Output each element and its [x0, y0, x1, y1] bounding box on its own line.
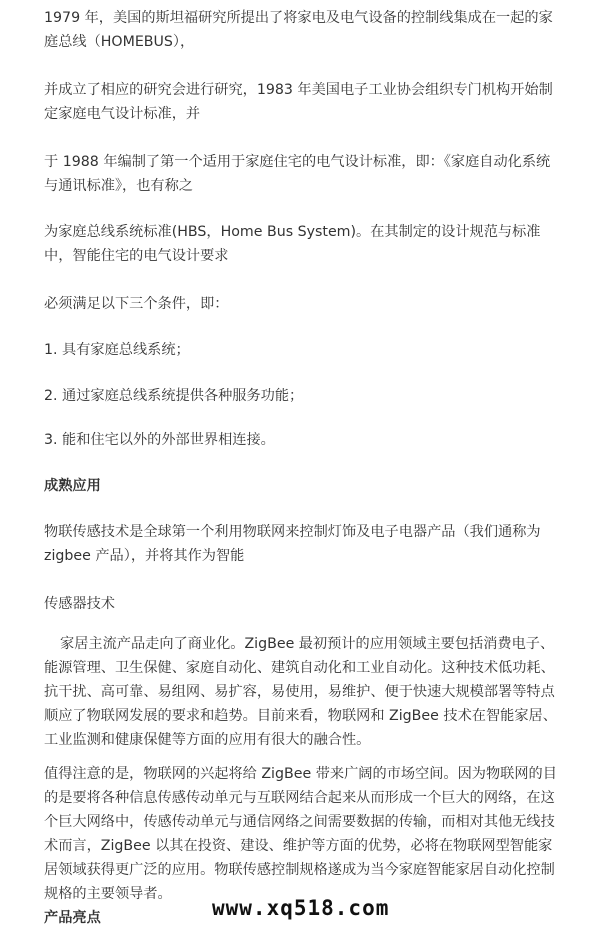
- paragraph-homebus: 1979 年，美国的斯坦福研究所提出了将家电及电气设备的控制线集成在一起的家庭总线（HOMEBUS），: [44, 10, 553, 50]
- paragraph-research: 并成立了相应的研究会进行研究，1983 年美国电子工业协会组织专门机构开始制定家庭电气设计标准，并: [44, 82, 553, 122]
- list-item-1: 1. 具有家庭总线系统；: [44, 342, 190, 358]
- watermark-url: www.xq518.com: [212, 896, 390, 920]
- paragraph-standard-1988: 于 1988 年编制了第一个适用于家庭住宅的电气设计标准，即：《家庭自动化系统与通讯标准》，也有称之: [44, 154, 551, 194]
- list-item-2: 2. 通过家庭总线系统提供各种服务功能；: [44, 388, 304, 404]
- paragraph-zigbee-commercial: 家居主流产品走向了商业化。ZigBee 最初预计的应用领域主要包括消费电子、能源管理、卫生保健、家庭自动化、建筑自动化和工业自动化。这种技术低功耗、抗干扰、高可靠、易组网、易扩容，易使用，易维护、便于快速大规模部署等特点顺应了物联网发展的要求和趋势。目前来看，物联网和 ZigBee 技术在智能家居、工业监测和健康保健等方面的应用有很大的融合性。: [44, 636, 557, 748]
- paragraph-hbs: 为家庭总线系统标准(HBS，Home Bus System)。在其制定的设计规范与标准中，智能住宅的电气设计要求: [44, 224, 541, 264]
- paragraph-iot-sensing: 物联传感技术是全球第一个利用物联网来控制灯饰及电子电器产品（我们通称为zigbee 产品），并将其作为智能: [44, 524, 541, 564]
- paragraph-zigbee-market: 值得注意的是，物联网的兴起将给 ZigBee 带来广阔的市场空间。因为物联网的目的是要将各种信息传感传动单元与互联网结合起来从而形成一个巨大的网络，在这个巨大网络中，传感传动单元与通信网络之间需要数据的传输，而相对其他无线技术而言，ZigBee 以其在投资、建设、维护等方面的优势，必将在物联网型智能家居领域获得更广泛的应用。物联传感控制规格遂成为当今家庭智能家居自动化控制规格的主要领导者。: [44, 766, 557, 902]
- paragraph-sensor-tech: 传感器技术: [44, 596, 115, 612]
- list-item-3: 3. 能和住宅以外的外部世界相连接。: [44, 432, 275, 448]
- heading-mature-application: 成熟应用: [44, 478, 101, 494]
- heading-product-highlights: 产品亮点: [44, 910, 101, 926]
- paragraph-conditions: 必须满足以下三个条件，即：: [44, 296, 229, 312]
